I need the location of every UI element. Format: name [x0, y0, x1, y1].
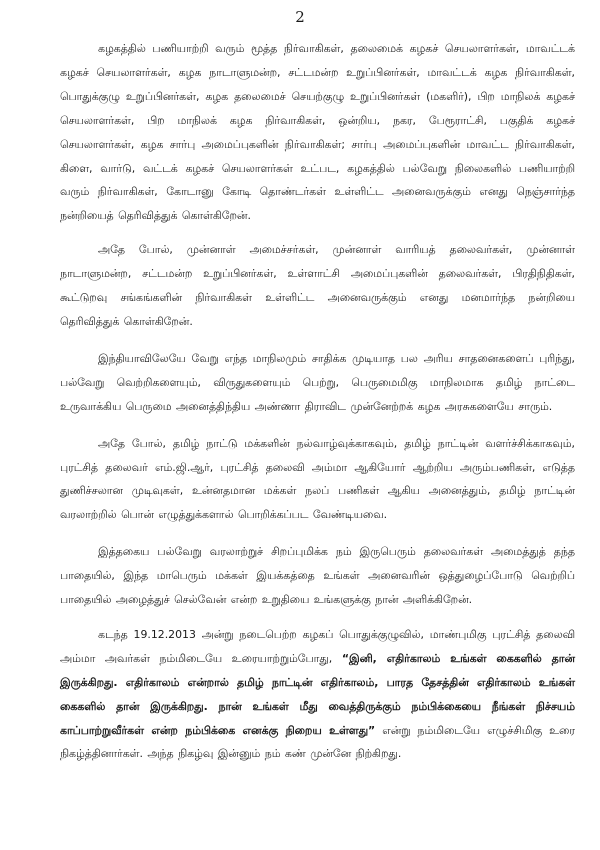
document-body [60, 37, 575, 766]
meeting-date: 19.12.2013 [133, 627, 196, 641]
speech-outro-text: என்று நம்மிடையே எழுச்சிமிகு உரை நிகழ்த்தினார்கள். அந்த நிகழ்வு இன்னும் நம் கண் முன்னே நிற்கிறது. [60, 723, 575, 761]
paragraph-thanks-office-bearers: கழகத்தில் பணியாற்றி வரும் மூத்த நிர்வாகிகள், தலைமைக் கழகச் செயலாளர்கள், மாவட்டக் கழகச் செயலாளர்கள், கழக நாடாளுமன்ற, சட்டமன்ற உறுப்பினர்கள், மாவட்டக் கழக நிர்வாகிகள், பொதுக்குழு உறுப்பினர்கள், கழக தலைமைச் செயற்குழு உறுப்பினர்கள் (மகளிர்), பிற மாநிலக் கழகச் செயலாளர்கள், பிற மாநிலக் கழக நிர்வாகிகள், ஒன்றிய, நகர, பேரூராட்சி, பகுதிக் கழகச் செயலாளர்கள், கழக சார்பு அமைப்புகளின் நிர்வாகிகள்; சார்பு அமைப்புகளின் மாவட்ட நிர்வாகிகள், கிளை, வார்டு, வட்டக் கழகச் செயலாளர்கள் உட்பட, கழகத்தில் பல்வேறு நிலைகளில் பணியாற்றி வரும் நிர்வாகிகள், கோடானு கோடி தொண்டர்கள் உள்ளிட்ட அனைவருக்கும் எனது நெஞ்சார்ந்த நன்றியைத் தெரிவித்துக் கொள்கிறேன். [60, 42, 575, 223]
paragraph-pledge: இத்தகைய பல்வேறு வரலாற்றுச் சிறப்புமிக்க நம் இருபெரும் தலைவர்கள் அமைத்துத் தந்த பாதையில், இந்த மாபெரும் மக்கள் இயக்கத்தை உங்கள் அனைவரின் ஒத்துழைப்போடு வெற்றிப் பாதையில் அழைத்துச் செல்வேன் என்ற உறுதியை உங்களுக்கு நான் அளிக்கிறேன். [60, 545, 575, 607]
speech-intro-text: கடந்த [98, 627, 134, 641]
speech-intro-continued: அன்று நடைபெற்ற கழகப் பொதுக்குழுவில், மாண்புமிகு புரட்சித் தலைவி அம்மா அவர்கள் நம்மிடையே உரையாற்றும்போது, [60, 627, 576, 665]
page-number: 2 [295, 8, 305, 26]
speech-quote: “இனி, எதிர்காலம் உங்கள் கைகளில் தான் இருக்கிறது. எதிர்காலம் என்றால் தமிழ் நாட்டின் எதிர்காலம், பாரத தேசத்தின் எதிர்காலம் உங்கள் கைகளில் தான் இருக்கிறது. நான் உங்கள் மீது வைத்திருக்கும் நம்பிக்கையை நீங்கள் நிச்சயம் காப்பாற்றுவீர்கள் என்ற நம்பிக்கை எனக்கு நிறைய உள்ளது” [60, 651, 575, 737]
paragraph-party-achievements: இந்தியாவிலேயே வேறு எந்த மாநிலமும் சாதிக்க முடியாத பல அரிய சாதனைகளைப் புரிந்து, பல்வேறு வெற்றிகளையும், விருதுகளையும் பெற்று, பெருமைமிகு மாநிலமாக தமிழ் நாட்டை உருவாக்கிய பெருமை அனைத்திந்திய அண்ணா திராவிட முன்னேற்றக் கழக அரசுகளையே சாரும். [60, 351, 575, 413]
paragraph-thanks-former-ministers: அதே போல், முன்னாள் அமைச்சர்கள், முன்னாள் வாரியத் தலைவர்கள், முன்னாள் நாடாளுமன்ற, சட்டமன்ற உறுப்பினர்கள், உள்ளாட்சி அமைப்புகளின் தலைவர்கள், பிரதிநிதிகள், கூட்டுறவு சங்கங்களின் நிர்வாகிகள் உள்ளிட்ட அனைவருக்கும் எனது மனமார்ந்த நன்றியை தெரிவித்துக் கொள்கிறேன். [60, 243, 575, 328]
paragraph-general-council-speech [60, 623, 575, 766]
paragraph-leaders-contributions: அதே போல், தமிழ் நாட்டு மக்களின் நல்வாழ்வுக்காகவும், தமிழ் நாட்டின் வளர்ச்சிக்காகவும், புரட்சித் தலைவர் எம்.ஜி.ஆர், புரட்சித் தலைவி அம்மா ஆகியோர் ஆற்றிய அரும்பணிகள், எடுத்த துணிச்சலான முடிவுகள், உன்னதமான மக்கள் நலப் பணிகள் ஆகிய அனைத்தும், தமிழ் நாட்டின் வரலாற்றில் பொன் எழுத்துக்களால் பொறிக்கப்பட வேண்டியவை. [60, 436, 575, 522]
